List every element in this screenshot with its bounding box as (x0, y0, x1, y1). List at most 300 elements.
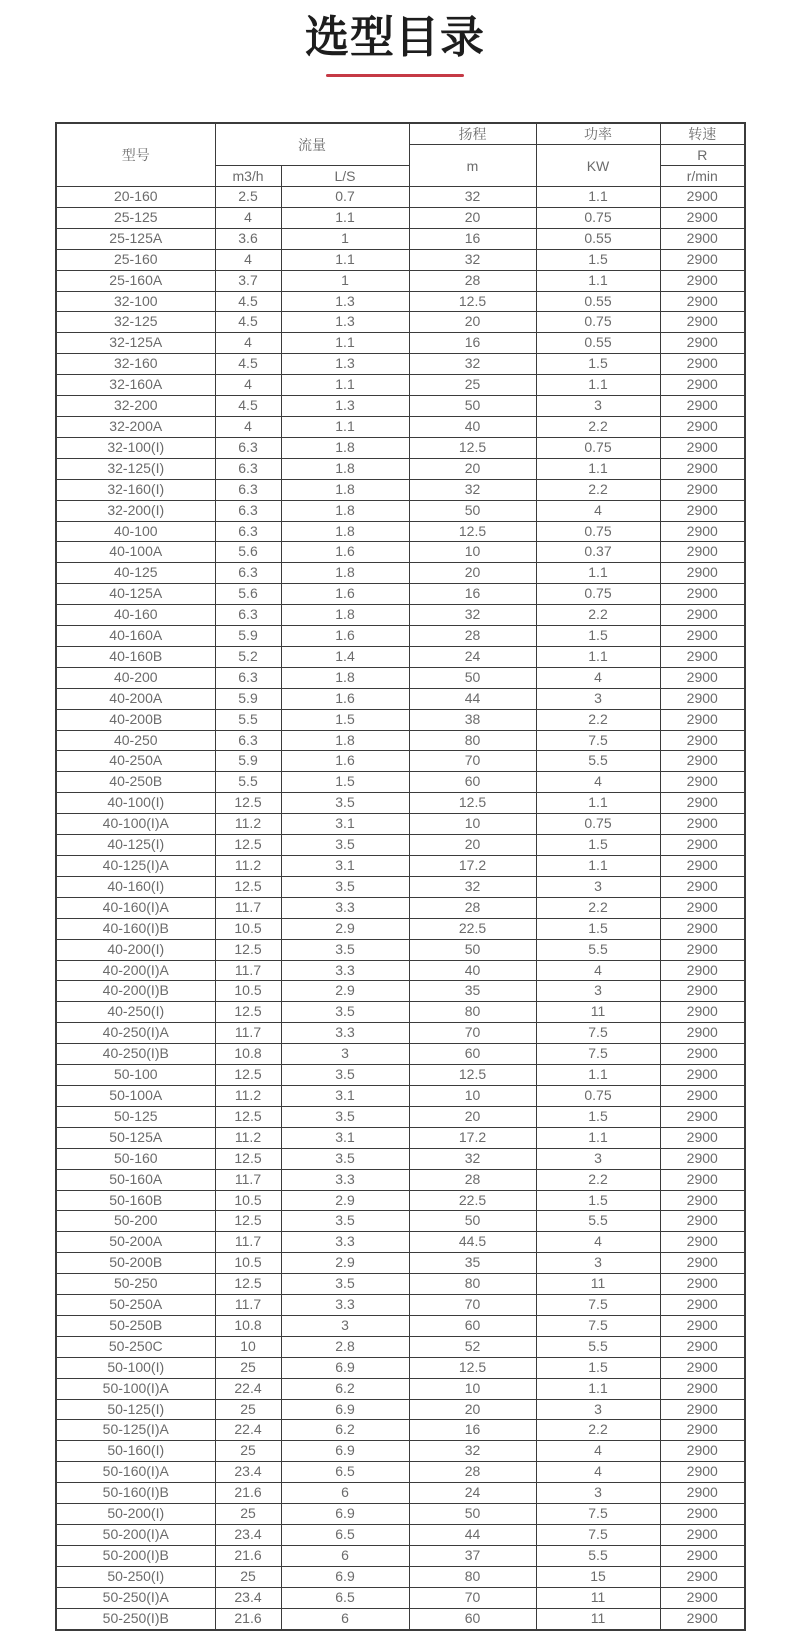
flow-ls-cell: 1.6 (281, 688, 409, 709)
power-cell: 1.1 (536, 1065, 660, 1086)
power-cell: 5.5 (536, 751, 660, 772)
power-cell: 1.1 (536, 793, 660, 814)
model-cell: 25-125 (56, 207, 215, 228)
head-cell: 80 (409, 730, 536, 751)
head-cell: 28 (409, 1169, 536, 1190)
model-cell: 40-160B (56, 646, 215, 667)
speed-cell: 2900 (660, 416, 745, 437)
model-cell: 40-125(I) (56, 835, 215, 856)
power-cell: 2.2 (536, 479, 660, 500)
flow-ls-cell: 1.8 (281, 521, 409, 542)
table-row (56, 1504, 745, 1525)
flow-ls-cell: 0.7 (281, 187, 409, 208)
power-cell: 0.75 (536, 814, 660, 835)
speed-cell: 2900 (660, 458, 745, 479)
speed-cell: 2900 (660, 1441, 745, 1462)
model-cell: 50-250(I) (56, 1566, 215, 1587)
head-cell: 80 (409, 1274, 536, 1295)
flow-m3h-cell: 4 (215, 375, 281, 396)
model-cell: 50-160B (56, 1190, 215, 1211)
model-cell: 32-100(I) (56, 437, 215, 458)
table-row (56, 563, 745, 584)
power-cell: 1.5 (536, 1357, 660, 1378)
flow-m3h-cell: 25 (215, 1357, 281, 1378)
power-cell: 5.5 (536, 939, 660, 960)
power-cell: 4 (536, 500, 660, 521)
power-cell: 7.5 (536, 1023, 660, 1044)
flow-m3h-cell: 4.5 (215, 354, 281, 375)
model-cell: 40-250(I)A (56, 1023, 215, 1044)
model-cell: 40-100A (56, 542, 215, 563)
table-row (56, 1315, 745, 1336)
flow-ls-cell: 6.9 (281, 1441, 409, 1462)
speed-cell: 2900 (660, 897, 745, 918)
flow-ls-cell: 6.5 (281, 1462, 409, 1483)
model-cell: 40-125(I)A (56, 856, 215, 877)
power-cell: 15 (536, 1566, 660, 1587)
speed-cell: 2900 (660, 1483, 745, 1504)
flow-m3h-cell: 11.7 (215, 1023, 281, 1044)
flow-m3h-cell: 22.4 (215, 1378, 281, 1399)
model-cell: 50-125(I)A (56, 1420, 215, 1441)
head-cell: 50 (409, 939, 536, 960)
table-row (56, 207, 745, 228)
flow-m3h-cell: 25 (215, 1566, 281, 1587)
head-cell: 28 (409, 1462, 536, 1483)
speed-cell: 2900 (660, 1504, 745, 1525)
page-title: 选型目录 (305, 13, 485, 62)
flow-ls-cell: 1.8 (281, 667, 409, 688)
table-row (56, 751, 745, 772)
head-cell: 52 (409, 1336, 536, 1357)
speed-cell: 2900 (660, 918, 745, 939)
flow-m3h-cell: 5.6 (215, 584, 281, 605)
power-cell: 1.5 (536, 835, 660, 856)
power-cell: 7.5 (536, 1504, 660, 1525)
model-cell: 25-125A (56, 228, 215, 249)
header-row-1 (56, 123, 745, 145)
speed-cell: 2900 (660, 730, 745, 751)
speed-cell: 2900 (660, 1545, 745, 1566)
flow-m3h-cell: 12.5 (215, 1106, 281, 1127)
power-cell: 0.55 (536, 333, 660, 354)
head-cell: 44 (409, 1525, 536, 1546)
flow-ls-cell: 6.9 (281, 1357, 409, 1378)
flow-ls-cell: 3.5 (281, 835, 409, 856)
model-cell: 40-160A (56, 626, 215, 647)
flow-ls-cell: 2.9 (281, 1190, 409, 1211)
table-row (56, 291, 745, 312)
power-cell: 4 (536, 1462, 660, 1483)
flow-m3h-cell: 4 (215, 249, 281, 270)
speed-cell: 2900 (660, 207, 745, 228)
flow-m3h-cell: 5.5 (215, 709, 281, 730)
model-cell: 25-160 (56, 249, 215, 270)
speed-cell: 2900 (660, 1253, 745, 1274)
flow-m3h-cell: 11.2 (215, 856, 281, 877)
speed-cell: 2900 (660, 1065, 745, 1086)
head-cell: 12.5 (409, 1065, 536, 1086)
speed-cell: 2900 (660, 1148, 745, 1169)
flow-ls-cell: 1.6 (281, 542, 409, 563)
speed-cell: 2900 (660, 1023, 745, 1044)
power-cell: 0.75 (536, 584, 660, 605)
table-row (56, 772, 745, 793)
speed-cell: 2900 (660, 626, 745, 647)
speed-cell: 2900 (660, 793, 745, 814)
selection-catalog-table (55, 122, 746, 1631)
model-cell: 40-200(I)A (56, 960, 215, 981)
model-cell: 50-250B (56, 1315, 215, 1336)
header-head: 扬程 (409, 123, 536, 145)
flow-m3h-cell: 3.7 (215, 270, 281, 291)
flow-m3h-cell: 12.5 (215, 1211, 281, 1232)
head-cell: 50 (409, 667, 536, 688)
table-row (56, 500, 745, 521)
power-cell: 3 (536, 688, 660, 709)
speed-cell: 2900 (660, 1315, 745, 1336)
model-cell: 40-200 (56, 667, 215, 688)
flow-m3h-cell: 23.4 (215, 1462, 281, 1483)
model-cell: 50-160(I) (56, 1441, 215, 1462)
speed-cell: 2900 (660, 981, 745, 1002)
head-cell: 24 (409, 646, 536, 667)
flow-ls-cell: 3 (281, 1044, 409, 1065)
flow-m3h-cell: 4.5 (215, 396, 281, 417)
flow-ls-cell: 1.5 (281, 772, 409, 793)
flow-m3h-cell: 21.6 (215, 1545, 281, 1566)
head-cell: 22.5 (409, 1190, 536, 1211)
power-cell: 4 (536, 772, 660, 793)
flow-m3h-cell: 25 (215, 1504, 281, 1525)
table-row (56, 939, 745, 960)
speed-cell: 2900 (660, 605, 745, 626)
power-cell: 7.5 (536, 1044, 660, 1065)
flow-ls-cell: 3.3 (281, 960, 409, 981)
flow-m3h-cell: 6.3 (215, 458, 281, 479)
flow-ls-cell: 1.3 (281, 291, 409, 312)
model-cell: 50-125(I) (56, 1399, 215, 1420)
flow-ls-cell: 1.1 (281, 333, 409, 354)
speed-cell: 2900 (660, 960, 745, 981)
power-cell: 1.5 (536, 626, 660, 647)
power-cell: 5.5 (536, 1336, 660, 1357)
flow-ls-cell: 1.8 (281, 437, 409, 458)
flow-ls-cell: 2.8 (281, 1336, 409, 1357)
model-cell: 20-160 (56, 187, 215, 208)
speed-cell: 2900 (660, 291, 745, 312)
model-cell: 32-125 (56, 312, 215, 333)
head-cell: 17.2 (409, 856, 536, 877)
table-row (56, 793, 745, 814)
head-cell: 44.5 (409, 1232, 536, 1253)
table-row (56, 667, 745, 688)
flow-m3h-cell: 5.9 (215, 751, 281, 772)
power-cell: 1.1 (536, 187, 660, 208)
head-cell: 32 (409, 605, 536, 626)
model-cell: 50-250C (56, 1336, 215, 1357)
flow-ls-cell: 3.5 (281, 1002, 409, 1023)
flow-ls-cell: 3.1 (281, 856, 409, 877)
head-cell: 80 (409, 1002, 536, 1023)
head-cell: 16 (409, 1420, 536, 1441)
flow-m3h-cell: 11.7 (215, 960, 281, 981)
flow-ls-cell: 1.8 (281, 730, 409, 751)
flow-ls-cell: 1.3 (281, 354, 409, 375)
head-cell: 35 (409, 981, 536, 1002)
power-cell: 2.2 (536, 709, 660, 730)
head-cell: 32 (409, 187, 536, 208)
flow-ls-cell: 6.9 (281, 1399, 409, 1420)
flow-ls-cell: 1.6 (281, 584, 409, 605)
power-cell: 3 (536, 1253, 660, 1274)
table-row (56, 458, 745, 479)
flow-ls-cell: 1.8 (281, 605, 409, 626)
header-flow-unit-m3h: m3/h (215, 166, 281, 187)
model-cell: 50-250(I)A (56, 1587, 215, 1608)
flow-m3h-cell: 6.3 (215, 521, 281, 542)
model-cell: 25-160A (56, 270, 215, 291)
model-cell: 50-100(I) (56, 1357, 215, 1378)
table-row (56, 1106, 745, 1127)
head-cell: 28 (409, 626, 536, 647)
speed-cell: 2900 (660, 939, 745, 960)
head-cell: 28 (409, 897, 536, 918)
flow-ls-cell: 1.5 (281, 709, 409, 730)
table-row (56, 375, 745, 396)
speed-cell: 2900 (660, 333, 745, 354)
speed-cell: 2900 (660, 1587, 745, 1608)
speed-cell: 2900 (660, 688, 745, 709)
flow-ls-cell: 3.5 (281, 793, 409, 814)
power-cell: 2.2 (536, 897, 660, 918)
flow-ls-cell: 1.8 (281, 500, 409, 521)
table-row (56, 1545, 745, 1566)
table-row (56, 249, 745, 270)
head-cell: 60 (409, 1315, 536, 1336)
table-row (56, 1336, 745, 1357)
table-row (56, 1253, 745, 1274)
model-cell: 40-125A (56, 584, 215, 605)
flow-m3h-cell: 12.5 (215, 835, 281, 856)
speed-cell: 2900 (660, 500, 745, 521)
power-cell: 7.5 (536, 1295, 660, 1316)
speed-cell: 2900 (660, 876, 745, 897)
table-row (56, 981, 745, 1002)
table-row (56, 918, 745, 939)
speed-cell: 2900 (660, 312, 745, 333)
model-cell: 40-250 (56, 730, 215, 751)
model-cell: 40-160 (56, 605, 215, 626)
head-cell: 10 (409, 814, 536, 835)
head-cell: 32 (409, 1148, 536, 1169)
speed-cell: 2900 (660, 1085, 745, 1106)
model-cell: 50-125 (56, 1106, 215, 1127)
head-cell: 35 (409, 1253, 536, 1274)
table-row (56, 605, 745, 626)
head-cell: 37 (409, 1545, 536, 1566)
flow-m3h-cell: 21.6 (215, 1608, 281, 1629)
model-cell: 50-200A (56, 1232, 215, 1253)
flow-m3h-cell: 12.5 (215, 876, 281, 897)
head-cell: 20 (409, 563, 536, 584)
flow-ls-cell: 3.5 (281, 876, 409, 897)
flow-m3h-cell: 12.5 (215, 1065, 281, 1086)
power-cell: 7.5 (536, 1315, 660, 1336)
power-cell: 5.5 (536, 1545, 660, 1566)
flow-m3h-cell: 11.7 (215, 897, 281, 918)
flow-m3h-cell: 11.2 (215, 1085, 281, 1106)
model-cell: 50-250 (56, 1274, 215, 1295)
speed-cell: 2900 (660, 1044, 745, 1065)
flow-m3h-cell: 10.8 (215, 1044, 281, 1065)
speed-cell: 2900 (660, 1274, 745, 1295)
flow-m3h-cell: 4 (215, 333, 281, 354)
power-cell: 1.1 (536, 270, 660, 291)
flow-ls-cell: 6.5 (281, 1587, 409, 1608)
head-cell: 20 (409, 1106, 536, 1127)
head-cell: 50 (409, 396, 536, 417)
table-row (56, 1399, 745, 1420)
head-cell: 44 (409, 688, 536, 709)
table-row (56, 416, 745, 437)
flow-m3h-cell: 10.5 (215, 981, 281, 1002)
flow-m3h-cell: 5.6 (215, 542, 281, 563)
power-cell: 11 (536, 1002, 660, 1023)
flow-ls-cell: 6.2 (281, 1420, 409, 1441)
table-row (56, 479, 745, 500)
speed-cell: 2900 (660, 1525, 745, 1546)
power-cell: 3 (536, 396, 660, 417)
power-cell: 7.5 (536, 1525, 660, 1546)
model-cell: 40-250A (56, 751, 215, 772)
power-cell: 1.5 (536, 1190, 660, 1211)
power-cell: 7.5 (536, 730, 660, 751)
flow-m3h-cell: 23.4 (215, 1525, 281, 1546)
head-cell: 16 (409, 584, 536, 605)
power-cell: 5.5 (536, 1211, 660, 1232)
speed-cell: 2900 (660, 1106, 745, 1127)
table-row (56, 437, 745, 458)
table-row (56, 1608, 745, 1629)
model-cell: 50-160A (56, 1169, 215, 1190)
head-cell: 12.5 (409, 437, 536, 458)
head-cell: 10 (409, 542, 536, 563)
header-flow-unit-ls: L/S (281, 166, 409, 187)
model-cell: 50-200B (56, 1253, 215, 1274)
table-row (56, 1357, 745, 1378)
table-header (56, 123, 745, 187)
table-row (56, 1002, 745, 1023)
head-cell: 60 (409, 1044, 536, 1065)
head-cell: 10 (409, 1378, 536, 1399)
flow-m3h-cell: 4.5 (215, 291, 281, 312)
table-row (56, 835, 745, 856)
power-cell: 0.75 (536, 312, 660, 333)
table-row (56, 1085, 745, 1106)
power-cell: 2.2 (536, 1420, 660, 1441)
power-cell: 1.1 (536, 458, 660, 479)
power-cell: 3 (536, 1483, 660, 1504)
table-row (56, 1127, 745, 1148)
table-row (56, 1295, 745, 1316)
table-row (56, 1044, 745, 1065)
head-cell: 24 (409, 1483, 536, 1504)
table-row (56, 312, 745, 333)
power-cell: 0.75 (536, 521, 660, 542)
flow-ls-cell: 1.6 (281, 626, 409, 647)
power-cell: 1.1 (536, 1378, 660, 1399)
flow-ls-cell: 3.5 (281, 1148, 409, 1169)
model-cell: 40-250B (56, 772, 215, 793)
power-cell: 1.1 (536, 646, 660, 667)
flow-ls-cell: 1.8 (281, 479, 409, 500)
flow-ls-cell: 3.5 (281, 1106, 409, 1127)
flow-m3h-cell: 10 (215, 1336, 281, 1357)
head-cell: 38 (409, 709, 536, 730)
flow-m3h-cell: 6.3 (215, 730, 281, 751)
flow-ls-cell: 3.3 (281, 1023, 409, 1044)
head-cell: 20 (409, 458, 536, 479)
flow-m3h-cell: 4 (215, 416, 281, 437)
flow-ls-cell: 6.9 (281, 1566, 409, 1587)
table-row (56, 270, 745, 291)
head-cell: 40 (409, 960, 536, 981)
flow-ls-cell: 1.6 (281, 751, 409, 772)
model-cell: 50-250A (56, 1295, 215, 1316)
head-cell: 17.2 (409, 1127, 536, 1148)
flow-m3h-cell: 12.5 (215, 1274, 281, 1295)
table-row (56, 709, 745, 730)
table-row (56, 1169, 745, 1190)
header-flow: 流量 (215, 123, 409, 166)
head-cell: 10 (409, 1085, 536, 1106)
power-cell: 4 (536, 667, 660, 688)
model-cell: 32-200 (56, 396, 215, 417)
power-cell: 4 (536, 960, 660, 981)
head-cell: 32 (409, 876, 536, 897)
head-cell: 50 (409, 1504, 536, 1525)
speed-cell: 2900 (660, 856, 745, 877)
flow-m3h-cell: 3.6 (215, 228, 281, 249)
flow-ls-cell: 3.3 (281, 1295, 409, 1316)
head-cell: 32 (409, 354, 536, 375)
table-row (56, 584, 745, 605)
table-row (56, 1566, 745, 1587)
speed-cell: 2900 (660, 479, 745, 500)
power-cell: 2.2 (536, 416, 660, 437)
speed-cell: 2900 (660, 1420, 745, 1441)
table-row (56, 876, 745, 897)
flow-ls-cell: 6.2 (281, 1378, 409, 1399)
model-cell: 40-200B (56, 709, 215, 730)
table-row (56, 1190, 745, 1211)
speed-cell: 2900 (660, 646, 745, 667)
table-row (56, 354, 745, 375)
flow-ls-cell: 1.1 (281, 416, 409, 437)
flow-m3h-cell: 10.5 (215, 1253, 281, 1274)
table-row (56, 960, 745, 981)
table-row (56, 1211, 745, 1232)
header-power-unit: KW (536, 145, 660, 187)
model-cell: 50-100A (56, 1085, 215, 1106)
model-cell: 32-125A (56, 333, 215, 354)
model-cell: 40-200(I) (56, 939, 215, 960)
head-cell: 20 (409, 1399, 536, 1420)
head-cell: 28 (409, 270, 536, 291)
flow-m3h-cell: 11.7 (215, 1295, 281, 1316)
head-cell: 80 (409, 1566, 536, 1587)
